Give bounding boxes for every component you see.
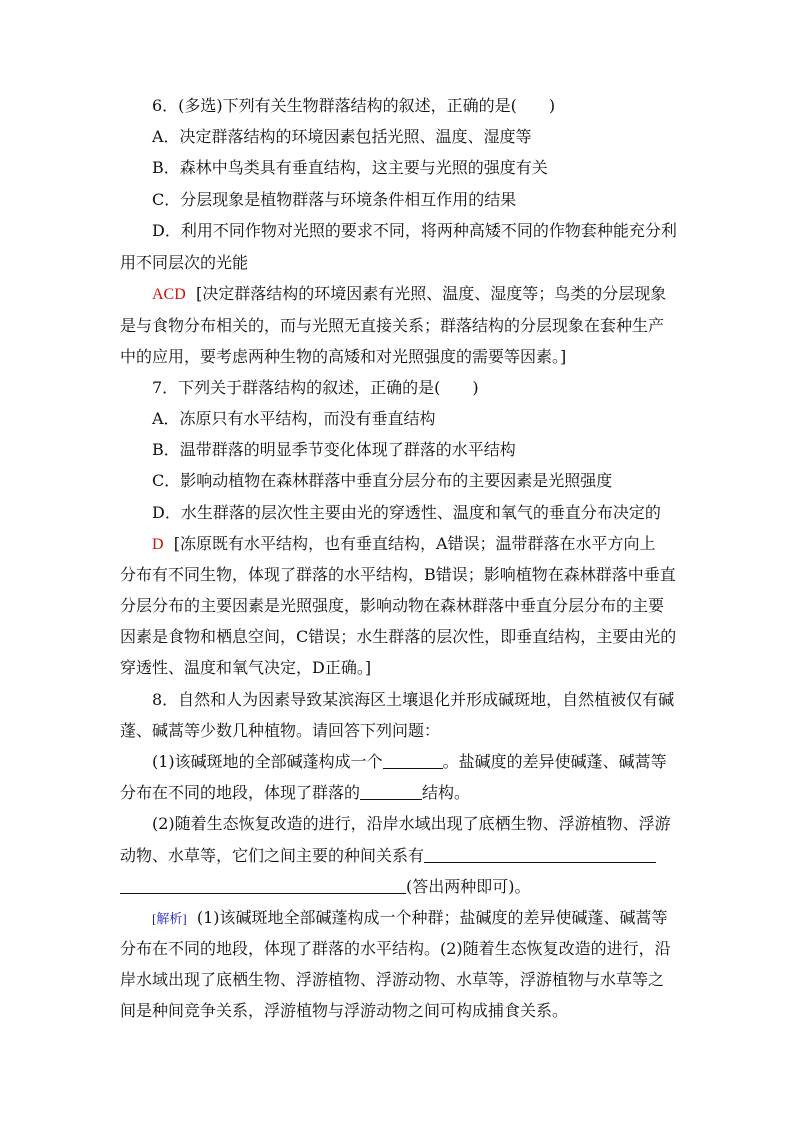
- q8-explanation-3: 岸水域出现了底栖生物、浮游植物、浮游动物、水草等，浮游植物与水草等之: [120, 970, 665, 989]
- q6-option-a: A．决定群落结构的环境因素包括光照、温度、湿度等: [152, 127, 532, 146]
- q7-explanation-3: 分层分布的主要因素是光照强度，影响动物在森林群落中垂直分层分布的主要: [120, 596, 665, 615]
- q6-explanation-2: 是与食物分布相关的，而与光照无直接关系；群落结构的分层现象在套种生产: [120, 316, 665, 335]
- q7-explanation: [冻原既有水平结构，也有垂直结构，A错误；温带群落在水平方向上: [173, 534, 656, 553]
- q7-option-a: A．冻原只有水平结构，而没有垂直结构: [152, 409, 436, 428]
- answer-blank: [383, 752, 443, 769]
- q7-option-c: C．影响动植物在森林群落中垂直分层分布的主要因素是光照强度: [152, 471, 613, 490]
- q8-part1-line2: 分布在不同的地段，体现了群落的 结构。: [120, 783, 471, 802]
- q6-stem: 6．(多选)下列有关生物群落结构的叙述，正确的是( ): [152, 96, 556, 115]
- answer-blank: [360, 783, 422, 800]
- q7-explanation-2: 分布有不同生物，体现了群落的水平结构，B错误；影响植物在森林群落中垂直: [120, 565, 676, 584]
- q8-explanation-4: 间是种间竞争关系，浮游植物与浮游动物之间可构成捕食关系。: [120, 1001, 569, 1020]
- q7-option-b: B．温带群落的明显季节变化体现了群落的水平结构: [152, 440, 516, 459]
- q8-explanation: (1)该碱斑地全部碱蓬构成一个种群；盐碱度的差异使碱蓬、碱蒿等: [196, 908, 668, 927]
- q6-option-d: D．利用不同作物对光照的要求不同，将两种高矮不同的作物套种能充分利: [152, 221, 677, 240]
- q7-stem: 7．下列关于群落结构的叙述，正确的是( ): [152, 378, 479, 397]
- answer-blank: [120, 877, 406, 894]
- q6-explanation: [决定群落结构的环境因素有光照、温度、湿度等；鸟类的分层现象: [195, 284, 667, 303]
- analysis-tag: [解析]: [152, 911, 187, 926]
- q6-option-d-cont: 用不同层次的光能: [120, 253, 249, 272]
- q7-answer: D: [152, 536, 164, 553]
- q8-explanation-2: 分布在不同的地段，体现了群落的水平结构。(2)随着生态恢复改造的进行，沿: [120, 939, 671, 958]
- q8-analysis-line: [152, 907, 668, 930]
- q7-explanation-5: 穿透性、温度和氧气决定，D正确。]: [120, 658, 372, 677]
- q8-stem: 8．自然和人为因素导致某滨海区土壤退化并形成碱斑地，自然植被仅有碱: [152, 690, 675, 709]
- q6-option-c: C．分层现象是植物群落与环境条件相互作用的结果: [152, 190, 517, 209]
- answer-blank: [424, 846, 656, 863]
- q8-stem-cont: 蓬、碱蒿等少数几种植物。请回答下列问题：: [120, 721, 441, 740]
- q8-part2-line1: (2)随着生态恢复改造的进行，沿岸水域出现了底栖生物、浮游植物、浮游: [152, 814, 671, 833]
- q6-answer: ACD: [152, 286, 186, 303]
- q6-answer-line: [152, 283, 666, 306]
- q7-answer-line: [152, 533, 656, 556]
- q7-explanation-4: 因素是食物和栖息空间，C错误；水生群落的层次性，即垂直结构，主要由光的: [120, 627, 677, 646]
- q8-part2-line2: 动物、水草等，它们之间主要的种间关系有: [120, 845, 656, 867]
- q8-part1-line1: (1)该碱斑地的全部碱蓬构成一个 。盐碱度的差异使碱蓬、碱蒿等: [152, 752, 667, 771]
- q8-part2-line3: (答出两种即可)。: [120, 876, 531, 898]
- q6-explanation-3: 中的应用，要考虑两种生物的高矮和对光照强度的需要等因素。]: [120, 347, 567, 366]
- q7-option-d: D．水生群落的层次性主要由光的穿透性、温度和氧气的垂直分布决定的: [152, 503, 661, 522]
- q6-option-b: B．森林中鸟类具有垂直结构，这主要与光照的强度有关: [152, 158, 548, 177]
